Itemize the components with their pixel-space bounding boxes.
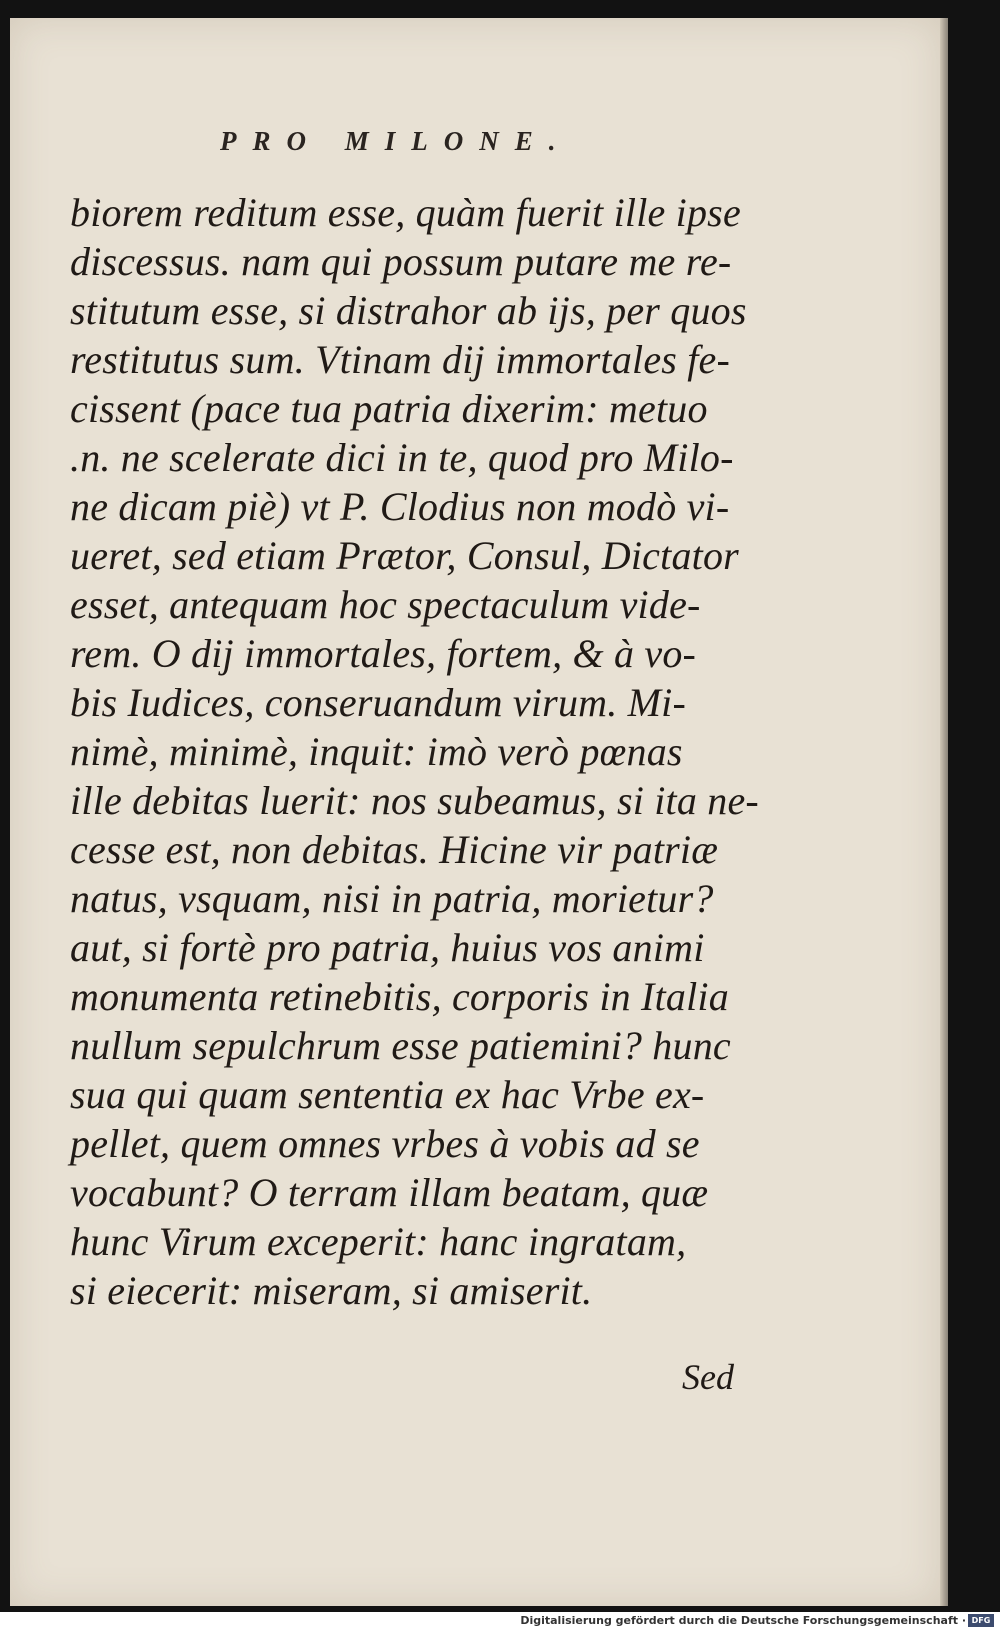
text-line: hunc Virum exceperit: hanc ingratam, bbox=[70, 1219, 687, 1264]
text-line: ne dicam piè) vt P. Clodius non modò vi- bbox=[70, 484, 730, 529]
text-line: natus, vsquam, nisi in patria, morietur? bbox=[70, 876, 714, 921]
text-line: cesse est, non debitas. Hicine vir patriæ bbox=[70, 827, 719, 872]
text-line: nullum sepulchrum esse patiemini? hunc bbox=[70, 1023, 731, 1068]
text-line: restitutus sum. Vtinam dij immortales fe- bbox=[70, 337, 731, 382]
text-block bbox=[70, 188, 759, 1315]
text-line: nimè, minimè, inquit: imò verò pœnas bbox=[70, 729, 683, 774]
text-line: esset, antequam hoc spectaculum vide- bbox=[70, 582, 701, 627]
book-page bbox=[10, 18, 940, 1606]
text-line: rem. O dij immortales, fortem, & à vo- bbox=[70, 631, 697, 676]
text-line: si eiecerit: miseram, si amiserit. bbox=[70, 1268, 593, 1313]
catchword: Sed bbox=[682, 1357, 734, 1397]
text-line: monumenta retinebitis, corporis in Italia bbox=[70, 974, 729, 1019]
text-line: ueret, sed etiam Prætor, Consul, Dictator bbox=[70, 533, 739, 578]
footer-credit: Digitalisierung gefördert durch die Deutsche Forschungsgemeinschaft · bbox=[520, 1614, 966, 1627]
page-edge bbox=[940, 18, 948, 1606]
text-line: sua qui quam sententia ex hac Vrbe ex- bbox=[70, 1072, 705, 1117]
footer-bar bbox=[0, 1612, 1000, 1629]
text-line: bis Iudices, conseruandum virum. Mi- bbox=[70, 680, 686, 725]
text-line: vocabunt? O terram illam beatam, quæ bbox=[70, 1170, 709, 1215]
text-line: cissent (pace tua patria dixerim: metuo bbox=[70, 386, 708, 431]
text-line: stitutum esse, si distrahor ab ijs, per quos bbox=[70, 288, 747, 333]
text-line: pellet, quem omnes vrbes à vobis ad se bbox=[70, 1121, 700, 1166]
text-line: biorem reditum esse, quàm fuerit ille ipse bbox=[70, 190, 741, 235]
text-line: discessus. nam qui possum putare me re- bbox=[70, 239, 732, 284]
text-line: .n. ne scelerate dici in te, quod pro Milo- bbox=[70, 435, 734, 480]
dfg-logo: DFG bbox=[968, 1614, 994, 1627]
text-line: aut, si fortè pro patria, huius vos animi bbox=[70, 925, 705, 970]
text-line: ille debitas luerit: nos subeamus, si ita ne- bbox=[70, 778, 759, 823]
running-head: PRO MILONE. bbox=[220, 126, 572, 156]
